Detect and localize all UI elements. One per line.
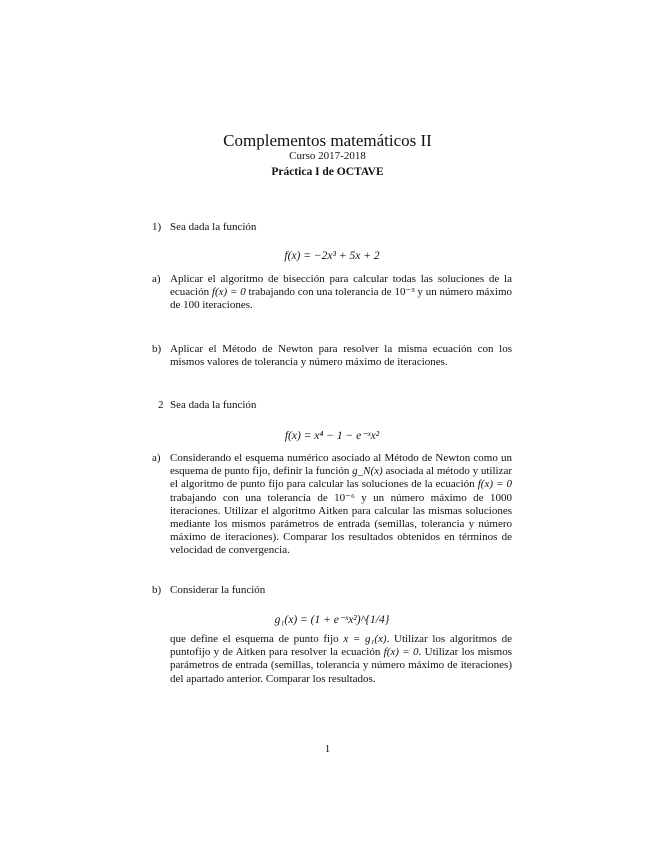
course-subtitle: Curso 2017-2018 [289,150,366,162]
problem-2b-body [152,633,512,686]
problem-1b-text: Aplicar el Método de Newton para resolver la misma ecuación con los mismos valores de tolerancia y número máximo de iteraciones. [170,343,512,369]
problem-2b [152,584,512,597]
problem-2b-text-part2: . Utilizar los algoritmos de puntofijo y de Aitken para resolver la ecuación [170,633,512,659]
problem-2-number: 2 [158,399,164,411]
problem-2a-text-part3: trabajando con una tolerancia de [170,491,335,504]
problem-2a-text-part2: asociada al método y utilizar el algoritmo de punto fijo para calcular las soluciones de la ecuación [170,465,512,491]
problem-2-equation-text: f(x) = x⁴ − 1 − e⁻ˣx² [284,430,380,442]
problem-2b-intro-text: Considerar la función [170,584,266,596]
problem-2-equation [152,428,512,442]
problem-2a-math-2: f(x) = 0 [477,478,513,491]
page-number: 1 [324,743,331,755]
problem-2b-equation-text: g₁(x) = (1 + e⁻ˣx²)^{1/4} [274,614,390,626]
problem-1-equation-text: f(x) = −2x³ + 5x + 2 [284,250,380,262]
problem-1a-text-part2: trabajando con una tolerancia de [245,286,395,299]
problem-2-intro-text: Sea dada la función [170,399,257,411]
problem-2a-math-1: g_N(x) [352,465,383,478]
problem-1a [152,273,512,313]
practice-title: Práctica I de OCTAVE [271,166,384,178]
problem-2a-text-part4: y un número máximo de 1000 iteraciones. Utilizar el algoritmo Aitken para calcular las mismas soluciones mediante los mismos parámetros de entrada (semillas, tolerancia y número máximo de iteraciones). Comparar los resultados obtenidos en términos de velocidad de convergencia. [170,491,512,557]
problem-1a-text-part1: Aplicar el algoritmo de bisección para calcular todas las soluciones de la ecuación [170,273,512,299]
problem-2a-text [170,452,512,558]
problem-2a-text-part1: Considerando el esquema numérico asociado al Método de Newton como un esquema de punto fijo, definir la función [170,452,512,478]
problem-1a-text [170,273,512,313]
problem-1-intro-text: Sea dada la función [170,221,257,233]
problem-2b-label: b) [152,584,162,596]
problem-1-number: 1) [152,221,162,233]
document-title: Complementos matemáticos II [223,131,432,150]
problem-2a-label: a) [152,452,161,464]
problem-2a [152,452,512,558]
problem-2-intro [152,399,512,412]
problem-2b-equation [152,612,512,626]
problem-2b-text-part1: que define el esquema de punto fijo [170,633,344,645]
problem-1-intro [152,221,512,234]
problem-1a-math-2: 10⁻³ [394,286,415,299]
problem-1-equation [152,250,512,262]
problem-2a-math-3: 10⁻⁶ [334,491,355,504]
problem-1b [152,343,512,369]
problem-2b-math-1: x = g₁(x) [343,633,387,645]
problem-1a-text-part3: y un número máximo de 100 iteraciones. [170,286,513,312]
problem-2b-math-2: f(x) = 0 [383,646,419,659]
problem-1b-label: b) [152,343,162,355]
problem-2b-text-part3: . Utilizar los mismos parámetros de entrada (semillas, tolerancia y número máximo de iteraciones) del apartado anterior. Comparar los resultados. [170,646,512,685]
problem-1a-math-1: f(x) = 0 [211,286,246,299]
problem-2b-text [170,633,512,686]
problem-1a-label: a) [152,273,161,285]
